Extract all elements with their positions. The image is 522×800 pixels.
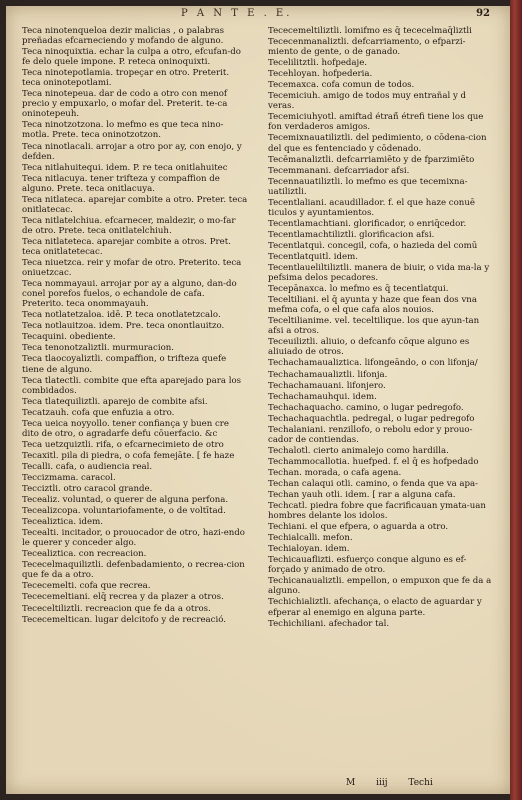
dictionary-entry: Tececemeltiani. elq̄ recrea y da plazer a otros.: [22, 592, 224, 603]
dictionary-entry: Tecentlamachtiani. glorificador, o enriq̄cedor.: [268, 218, 467, 229]
dictionary-entry: Tecealiztica. idem.: [22, 517, 104, 528]
catchword: Techi: [408, 778, 433, 788]
dictionary-entry: Tecciztli. otro caracol grande.: [22, 484, 153, 495]
dictionary-entry: Teca uetzquiztli. rifa, o efcarnecimieto de otro: [22, 439, 224, 450]
dictionary-entry: Techachaquachtla. pedregal, o lugar pedregofo: [268, 413, 475, 424]
dictionary-entry: Techalotl. cierto animalejo como hardilla.: [268, 445, 449, 456]
dictionary-entry: Tececenmanaliztli. defcarriamento, o efparzi-miento de gente, o de ganado.: [268, 37, 466, 58]
dictionary-entry: Tecentlaueliltiliztli. manera de biuir, o vida ma-la y pefsima delos pecadores.: [268, 263, 490, 284]
dictionary-entry: Teca ninotlacali. arrojar a otro por ay, con enojo, y defden.: [22, 141, 242, 162]
page-edge: [510, 0, 522, 800]
right-column: [256, 26, 494, 630]
dictionary-entry: Tecalli. cafa, o audiencia real.: [22, 461, 153, 472]
dictionary-entry: Teca ninotepotlamia. tropeçar en otro. Preterit. teca oninotepotlami.: [22, 68, 230, 89]
signature-number: iiij: [376, 778, 388, 788]
dictionary-entry: Teceuiliztli. aliuio, o defcanfo cōque alguno es aliuiado de otros.: [268, 337, 470, 358]
dictionary-entry: Tecepānaxca. lo mefmo es q̄ tecentlatqui.: [268, 284, 449, 295]
dictionary-entry: Techachamauani. lifonjero.: [268, 380, 386, 391]
dictionary-entry: Techicauaflizti. esfuerço conque alguno es ef-forçado y animado de otro.: [268, 555, 467, 576]
dictionary-entry: Teca tlaocoyaliztli. compaffion, o trifteza quefe tiene de alguno.: [22, 354, 227, 375]
dictionary-entry: Tecatzauh. cofa que enfuzia a otro.: [22, 407, 175, 418]
dictionary-entry: Techichializtli. afechança, o elacto de aguardar y efperar al enemigo en alguna parte.: [268, 597, 482, 618]
dictionary-entry: Techicanaualiztli. empellon, o empuxon que fe da a alguno.: [268, 576, 492, 597]
dictionary-entry: Teca nitlacuya. tener trifteza y compaffion de alguno. Prete. teca onitlacuya.: [22, 173, 220, 194]
dictionary-entry: Tecemiciuh. amigo de todos muy entrañal y d veras.: [268, 91, 467, 112]
dictionary-entry: Tecealiz. voluntad, o querer de alguna perfona.: [22, 495, 229, 506]
dictionary-entry: Teca notlauitzoa. idem. Pre. teca onontlauitzo.: [22, 321, 225, 332]
dictionary-entry: Tecehloyan. hofpederia.: [268, 69, 373, 80]
dictionary-entry: Tecentlamachtiliztli. glorificacion afsi.: [268, 229, 435, 240]
book-page: [6, 6, 510, 794]
dictionary-entry: Teca ueica noyyollo. tener confiança y buen cre dito de otro, o agradarfe defu cōuerfacio. &c: [22, 418, 229, 439]
dictionary-entry: Tecemixnauatiliztli. del pedimiento, o cōdena-cion del que es fentenciado y cōdenado.: [268, 133, 487, 154]
dictionary-entry: Tecemaxca. cofa comun de todos.: [268, 80, 415, 91]
dictionary-entry: Tececeltiliztli. recreacion que fe da a otros.: [22, 603, 211, 614]
dictionary-entry: Techan yauh otli. idem. [ rar a alguna cafa.: [268, 490, 456, 501]
dictionary-entry: Teca ninotenqueloa dezir malicias , o palabras preñadas efcarneciendo y mofando de alguno.: [22, 26, 225, 47]
dictionary-entry: Teca nitlatelchiua. efcarnecer, maldezir, o mo-far de otro. Prete. teca onitlatelchiuh.: [22, 215, 236, 236]
dictionary-entry: Teca notlatetzaloa. idē. P. teca onotlatetzcalo.: [22, 310, 221, 321]
dictionary-entry: Tececemelti. cofa que recrea.: [22, 581, 151, 592]
dictionary-entry: Tececemeltican. lugar delcitofo y de recreació.: [22, 614, 226, 625]
dictionary-entry: Tecentlaliani. acaudillador. f. el que haze conuē ticulos y ayuntamientos.: [268, 197, 475, 218]
dictionary-entry: Tecentlatquitl. idem.: [268, 251, 359, 262]
dictionary-entry: Techachaquacho. camino, o lugar pedregofo.: [268, 402, 464, 413]
dictionary-entry: Tecealti. incitador, o prouocador de otro, hazi-endo le querer y conceder algo.: [22, 528, 245, 549]
dictionary-entry: Techachamaualiztica. lifongeāndo, o con lifonja/: [268, 358, 478, 369]
dictionary-entry: Teca ninotzotzona. lo mefmo es que teca nino-motla. Prete. teca oninotzotzon.: [22, 120, 224, 141]
page-footer: [346, 778, 506, 788]
dictionary-entry: Tecealizcopa. voluntariofamente, o de voltītad.: [22, 506, 226, 517]
dictionary-entry: Tecaquini. obediente.: [22, 332, 116, 343]
dictionary-entry: Tecentlatquì. concegil, cofa, o hazieda del comū: [268, 240, 478, 251]
dictionary-entry: Teca tlatectli. combite que efta aparejado para los combidados.: [22, 375, 242, 396]
dictionary-entry: Teca tenonotzaliztli. murmuracion.: [22, 343, 175, 354]
dictionary-entry: Teca nitlahuitequi. idem. P. re teca onitlahuitec: [22, 162, 228, 173]
folio-number: 92: [476, 8, 490, 19]
dictionary-entry: Tecaxitl. pila di piedra, o cofa femejāte. [ fe haze: [22, 450, 235, 461]
dictionary-entry: Techan. morada, o cafa agena.: [268, 467, 402, 478]
dictionary-entry: Teca nitlateca. aparejar combite a otro. Preter. teca onitlatecac.: [22, 194, 248, 215]
dictionary-entry: Techichiliani. afechador tal.: [268, 618, 390, 629]
dictionary-entry: Tecennauatiliztli. lo mefmo es que tecemixna-uatiliztli.: [268, 176, 468, 197]
dictionary-entry: Tecealiztica. con recreacion.: [22, 549, 147, 560]
dictionary-entry: Teceltiliani. el q̄ ayunta y haze que fean dos vna mefma cofa, o el que cafa alos nouios.: [268, 295, 477, 316]
dictionary-entry: Teca nommayaui. arrojar por ay a alguno, dan-do conel porefos fuelos, o echandole de cafa. Preterito. teca onommayauh.: [22, 279, 237, 310]
dictionary-entry: Teca tlatequiliztli. aparejo de combite afsi.: [22, 396, 208, 407]
dictionary-entry: Tecēmanaliztli. defcarriamiēto y de fparzimiēto: [268, 154, 475, 165]
dictionary-entry: Techammocallotia. huefped. f. el q̄ es hofpedado: [268, 456, 479, 467]
dictionary-entry: Tecelilitztli. hofpedaje.: [268, 58, 368, 69]
dictionary-entry: Teca ninotepeua. dar de codo a otro con menof precio y empuxarlo, o mofar del. Preterit. te-ca oninotepeuh.: [22, 89, 228, 120]
dictionary-entry: Teceltilianime. vel. teceltilique. los que ayun-tan afsi a otros.: [268, 316, 480, 337]
dictionary-entry: Techalaniani. renzillofo, o rebolu edor y prouo-cador de contiendas.: [268, 424, 473, 445]
dictionary-entry: Techan calaqui otli. camino, o fenda que va apa-: [268, 478, 479, 489]
dictionary-entry: Tececelmaquiliztli. defenbadamiento, o recrea-cion que fe da a otro.: [22, 560, 245, 581]
dictionary-entry: Techcatl. piedra fobre que facrificauan ymata-uan hombres delante los idolos.: [268, 501, 486, 522]
dictionary-entry: Tecemmanani. defcarriador afsi.: [268, 165, 410, 176]
dictionary-entry: Techialoyan. idem.: [268, 544, 350, 555]
dictionary-entry: Tececemeltiliztli. lomifmo es q̄ tececelmaq̄liztli: [268, 26, 472, 36]
dictionary-entry: Teca nitlateteca. aparejar combite a otros. Pret. teca onitlatetecac.: [22, 236, 231, 257]
dictionary-entry: Teca niuetzca. reir y mofar de otro. Preterito. teca oniuetzcac.: [22, 258, 242, 279]
dictionary-entry: Teccizmama. caracol.: [22, 472, 116, 483]
page-header: [6, 8, 510, 26]
running-title: P A N T E . E.: [181, 8, 293, 19]
left-column: [10, 26, 248, 626]
dictionary-entry: Techiani. el que efpera, o aguarda a otro.: [268, 522, 449, 533]
dictionary-entry: Techachamaualiztli. lifonja.: [268, 369, 388, 380]
dictionary-entry: Teca ninoquixtia. echar la culpa a otro, efcufan-do fe delo quele impone. P. reteca oninoquixti.: [22, 47, 241, 68]
dictionary-entry: Techialcalli. mefon.: [268, 533, 353, 544]
dictionary-entry: Techachamauhqui. idem.: [268, 391, 377, 402]
signature-mark: M: [346, 778, 356, 788]
dictionary-entry: Tecemiciuhyotl. amiftad étrañ̄ étrefi tiene los que fon verdaderos amigos.: [268, 112, 484, 133]
